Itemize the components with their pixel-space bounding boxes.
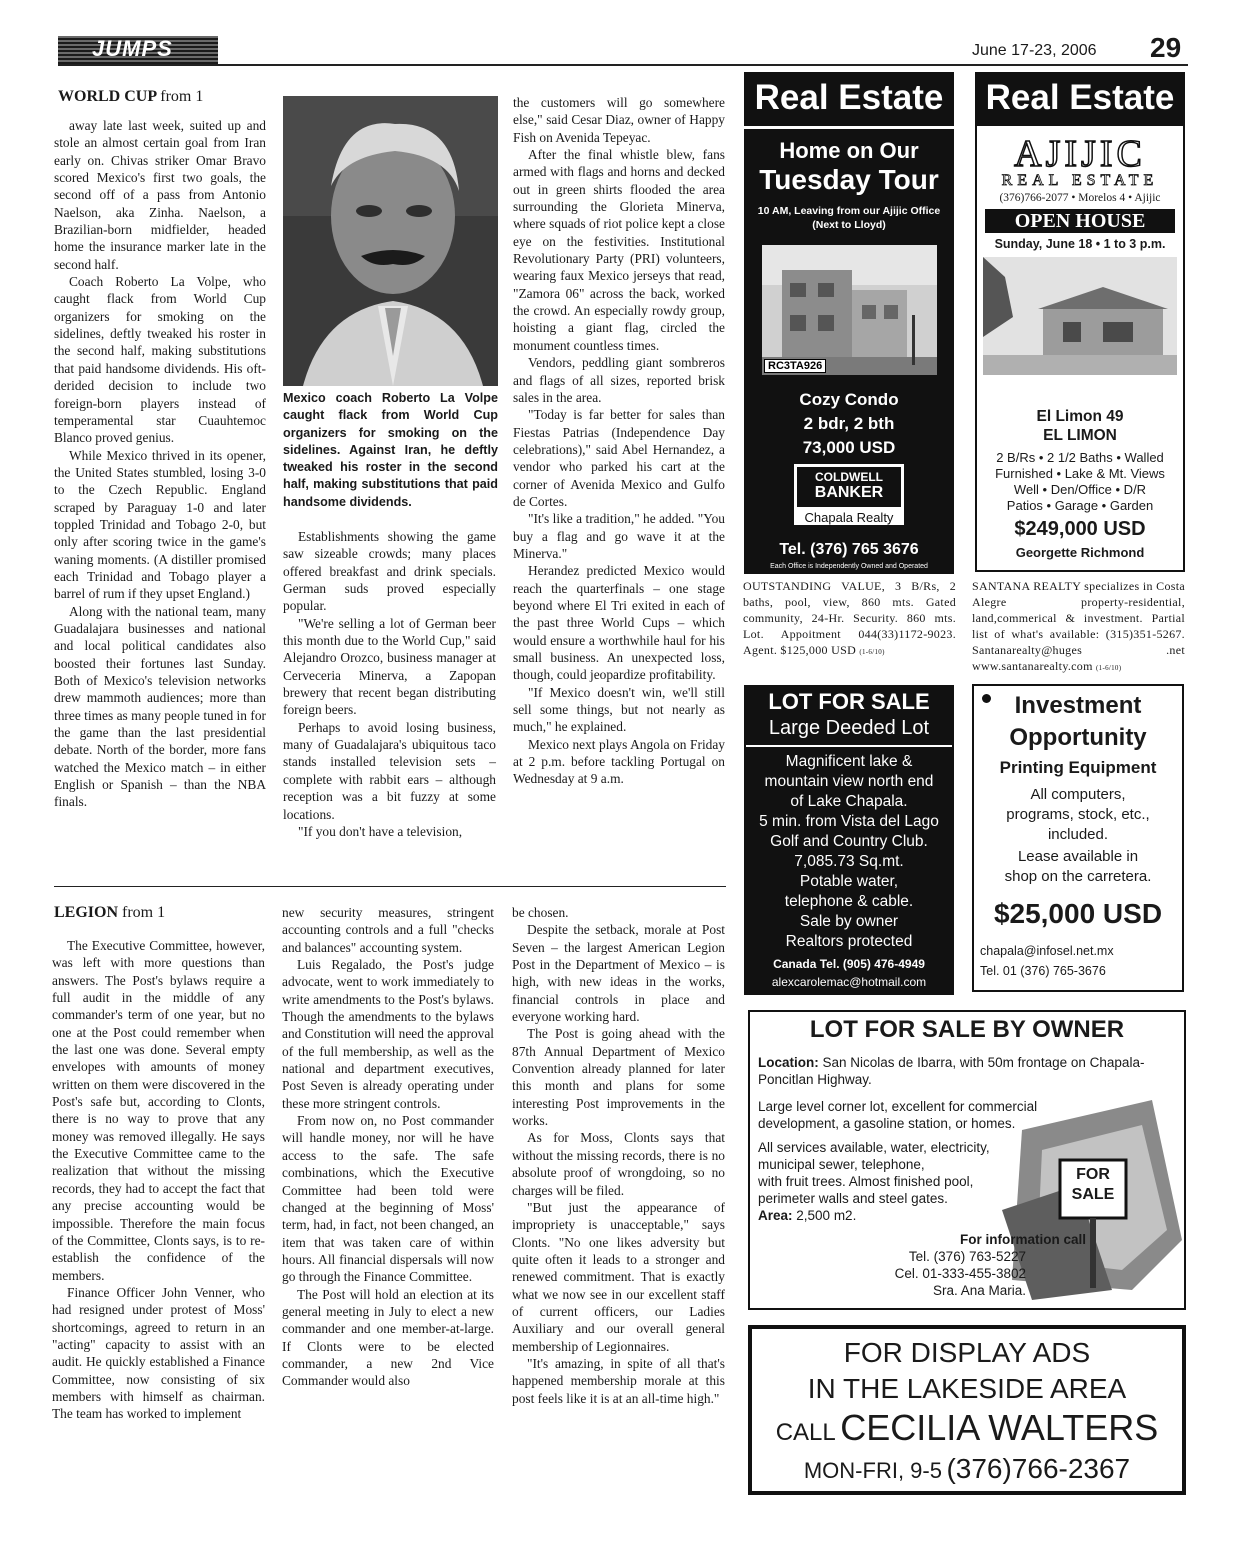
legion-col-2 (282, 904, 494, 1390)
tour-line-2: Tuesday Tour (759, 164, 939, 195)
lot-line: 7,085.73 Sq.mt. (794, 853, 904, 870)
coach-photo (283, 96, 498, 386)
paragraph: From now on, no Post commander will handle money, nor will he have access to the safe. The safe combinations, which the Executive Committee had been told were changed at the beginning of Moss' term, had, in fact, not been changed, an item that was taken care of within hours. All financial dispersals will now go through the Finance Committee. (282, 1113, 494, 1285)
tour-line-1: Home on Our (779, 138, 919, 163)
legion-jump-head (54, 904, 165, 922)
paragraph: Establishments showing the game saw sizeable crowds; many places offered breakfast and drink specials. German suds proved especially popular. (283, 529, 496, 614)
header-rule (58, 64, 1188, 66)
sign-text-1: FOR (1076, 1166, 1110, 1183)
coach-portrait-image (283, 96, 498, 386)
ajijic-logo-sub: REAL ESTATE (1001, 172, 1159, 189)
paragraph: "It's like a tradition," he added. "You buy a flag and go wave it at the Minerva." (513, 511, 725, 561)
lot-line: of Lake Chapala. (790, 793, 908, 810)
page-number: 29 (1150, 32, 1182, 63)
display-line-3 (752, 1407, 1182, 1449)
paragraph: Despite the setback, morale at Post Seven – the largest American Legion Post in the Department of Mexico – is high, with new ideas in the works, financial controls in place and everyone working hard. (512, 922, 725, 1025)
display-line-1: FOR DISPLAY ADS (843, 1337, 1091, 1368)
open-house: OPEN HOUSE (985, 209, 1175, 233)
paragraph: Perhaps to avoid losing business, many of Guadalajara's ubiquitous taco stands installed television sets – complete with rabbit ears – although reception was a bit fuzzy at some locations. (283, 719, 496, 822)
condo-rooms: 2 bdr, 2 bth (803, 414, 895, 433)
ajijic-logo: AJIJIC (1014, 133, 1146, 175)
paragraph: Mexico next plays Angola on Friday at 2 p.m. before tackling Portugal on Wednesday at 9 a.m. (513, 736, 725, 787)
lot-line: Potable water, (799, 873, 899, 890)
classified-code: (1-6/10) (859, 648, 885, 656)
banner-rule (744, 126, 954, 129)
lot-by-owner-ad (748, 1010, 1186, 1310)
paragraph: "We're selling a lot of German beer this month due to the World Cup," said Alejandro Orozco, business manager at Cerveceria Minerva, a Zapopan brewery that recent began distributing foreign beers. (283, 615, 496, 718)
real-estate-banner: Real Estate (754, 78, 944, 117)
feature-line: Well • Den/Office • D/R (1013, 482, 1147, 497)
listing-name-2: EL LIMON (1043, 427, 1117, 444)
lot-line: Realtors protected (785, 933, 913, 950)
location-text: San Nicolas de Ibarra, with 50m frontage on Chapala-Poncitlan Highway. (758, 1055, 1145, 1087)
invest-line: programs, stock, etc., (1006, 806, 1150, 823)
owner-location (758, 1054, 1168, 1088)
owner-description: Large level corner lot, excellent for commercial development, a gasoline station, or homes. (758, 1099, 1038, 1131)
photo-code: RC3TA926 (764, 359, 826, 373)
condo-building-image (762, 245, 937, 375)
feature-line: Patios • Garage • Garden (1006, 498, 1154, 513)
classified-right (972, 578, 1185, 676)
open-house-time: Sunday, June 18 • 1 to 3 p.m. (994, 237, 1166, 251)
owner-services: All services available, water, electricity, (758, 1140, 990, 1155)
area-value: 2,500 m2. (796, 1208, 857, 1223)
classified-code: (1-6/10) (1096, 664, 1122, 672)
legion-col-3 (512, 904, 725, 1407)
classified-text: OUTSTANDING VALUE, 3 B/Rs, 2 baths, pool, view, 860 mts. Gated community, 24-Hr. Security. 860 mts. Lot. Appoitment 044(33)1172-9023. Agent. $125,000 USD (743, 579, 956, 657)
legion-col-1 (52, 937, 265, 1423)
paragraph: The Executive Committee, however, was left with more questions than answers. The Post's bylaws require a full audit in the middle of any commander's term of one year, but no one at the Post could remember when the last one was done. Several empty envelopes with amounts of money written on them were discovered in the Post's safe but, according to Clonts, there is no way to prove that any money was removed illegally. He says the Executive Committee came to the realization that without the missing records, they had to accept the fact that any precise accounting would be impossible. Therefore the main focus of the Committee, Clonts says, is to re-establish the confidence of the members. (52, 938, 265, 1283)
house-photo (983, 257, 1177, 375)
lot-line: mountain view north end (764, 773, 934, 790)
paragraph: After the final whistle blew, fans armed with flags and horns and decked out in green shirts flooded the area surrounding the Glorieta Minerva, where squads of riot police kept a close eye on the festivities. Institutional Revolutionary Party (PRI) volunteers, wearing faux Mexico jerseys that read, "Zamora 06" across the back, worked the crowd. An especially rowdy group, hoisting a giant flag, circled the monument countless times. (513, 147, 725, 353)
display-line-4 (752, 1453, 1182, 1485)
condo-price: 73,000 USD (802, 438, 896, 457)
classified-left (743, 578, 956, 660)
invest-title-1: Investment (1014, 692, 1142, 719)
display-line-2: IN THE LAKESIDE AREA (807, 1373, 1127, 1404)
office-phone: Tel. (376) 765 3676 (779, 541, 919, 558)
lot-contact-email: alexcarolemac@hotmail.com (771, 975, 927, 989)
worldcup-col-2 (283, 528, 496, 840)
listing-price: $249,000 USD (1014, 518, 1146, 540)
display-ads-promo (748, 1325, 1186, 1495)
tour-line-3: 10 AM, Leaving from our Ajijic Office (757, 205, 941, 217)
fine-print: Each Office is Independently Owned and Operated (770, 563, 928, 570)
condo-name: Cozy Condo (799, 390, 899, 409)
office-name: Chapala Realty (794, 510, 904, 525)
investment-ad (972, 684, 1184, 992)
owner-cell: Cel. 01-333-455-3802 (894, 1266, 1026, 1281)
invest-line: shop on the carretera. (1004, 868, 1152, 885)
lot-line: Golf and Country Club. (770, 833, 928, 850)
paragraph: The Post will hold an election at its general meeting in July to elect a new commander and one member-at-large. If Clonts were to be elected commander, a new 2nd Vice Commander would also (282, 1286, 494, 1389)
owner-services: with fruit trees. Almost finished pool, (758, 1174, 974, 1189)
owner-services: municipal sewer, telephone, (758, 1157, 925, 1172)
invest-phone: Tel. 01 (376) 765-3676 (980, 964, 1106, 978)
paragraph: "It's amazing, in spite of all that's happened membership morale at this post feels like it is at an all-time high." (512, 1355, 725, 1406)
lot-line: telephone & cable. (784, 893, 914, 910)
invest-price: $25,000 USD (993, 898, 1163, 929)
invest-line: included. (1047, 826, 1109, 843)
paragraph: Finance Officer John Venner, who had resigned under protest of Moss' shortcomings, agreed to return in an "acting" capacity to assist with an audit. He quickly established a Finance Committee, now consisting of six members with himself as chairman. The team has worked to implement (52, 1284, 265, 1422)
paragraph: Coach Roberto La Volpe, who caught flack from World Cup organizers for smoking on the sidelines, deftly tweaked his roster in the second half, making substitutions that paid handsome dividends. His oft-derided decision to include two foreign-born players instead of temperamental star Cuauhtemoc Blanco proved genius. (54, 274, 266, 446)
feature-line: Furnished • Lake & Mt. Views (995, 466, 1165, 481)
worldcup-from: from 1 (160, 88, 204, 105)
agent-name: Georgette Richmond (1015, 545, 1145, 560)
owner-contact-name: Sra. Ana Maria. (932, 1283, 1026, 1298)
sign-text-2: SALE (1071, 1186, 1115, 1203)
paragraph: The Post is going ahead with the 87th Annual Department of Mexico Convention already planned for later this month and plans for some interesting Post improvements in the works. (512, 1026, 725, 1129)
real-estate-banner: Real Estate (985, 78, 1175, 117)
coldwell-banker-logo (794, 464, 904, 510)
lot-subtitle: Large Deeded Lot (768, 717, 930, 739)
classified-text: SANTANA REALTY specializes in Costa Alegre property-residential, land,commerical & investment. Partial list of what's available: (315)351-5267. Santanarealty@huges .net www.santanarealty.com (972, 579, 1185, 673)
paragraph: "If you don't have a television, (298, 823, 463, 839)
owner-title: LOT FOR SALE BY OWNER (809, 1016, 1125, 1043)
paragraph: Vendors, peddling giant sombreros and flags of all sizes, reported brisk sales in the area. (513, 355, 725, 405)
paragraph: While Mexico thrived in its opener, the United States stumbled, losing 3-0 to the Czech Republic. England scraped by Paraguay 1-0 and later toppled Trinidad and Tobago 2-0, but only after scoring twice in the game's waning moments. (A distiller promised each Trinidad and Tobago player a barrel of rum if they upset England.) (54, 447, 266, 602)
paragraph: Along with the national team, many Guadalajara businesses and national and local political candidates also boosted their fortunes last Sunday. Both of Mexico's television networks drew mammoth audiences; more than three times as many people tuned in for the game than the last presidential debate. North of the border, more fans watched the Mexico match – in either English or Spanish – than the NBA finals. (54, 603, 266, 810)
paragraph: As for Moss, Clonts says that without the missing records, there is no absolute proof of wrongdoing, so no charges will be filed. (512, 1130, 725, 1198)
display-phone: (376)766-2367 (946, 1453, 1131, 1484)
worldcup-jump-head (58, 88, 203, 106)
area-label: Area: (758, 1208, 793, 1223)
lot-for-sale-ad (744, 685, 954, 995)
invest-line: All computers, (1030, 786, 1126, 803)
paragraph: the customers will go somewhere else," said Cesar Diaz, owner of Happy Fish on Avenida Tepeyac. (513, 95, 725, 145)
paragraph: new security measures, stringent accounting controls and a full "checks and balances" accounting system. (282, 905, 494, 955)
invest-email: chapala@infosel.net.mx (980, 944, 1114, 958)
section-title: JUMPS (92, 36, 173, 61)
tour-line-4: (Next to Lloyd) (812, 219, 886, 231)
worldcup-col-3 (513, 94, 725, 788)
paragraph: away late last week, suited up and stole an almost certain goal from Iran early on. Chivas striker Omar Bravo scored Mexico's first two goals, the second off of a pass from Antonio Naelson, aka Zinha. Naelson, a Brazilian-born midfielder, headed home the insurance marker late in the second half. (54, 118, 266, 272)
logo-text-2: BANKER (814, 484, 884, 501)
office-contact: (376)766-2077 • Morelos 4 • Ajijic (999, 192, 1161, 204)
paragraph: "If Mexico doesn't win, we'll still sell some things, but not nearly as much," he explained. (513, 684, 725, 735)
office-hours: MON-FRI, 9-5 (803, 1458, 942, 1483)
legion-from: from 1 (122, 904, 166, 921)
invest-title-3: Printing Equipment (999, 758, 1157, 777)
story-divider (54, 886, 726, 887)
lot-line: Magnificent lake & (785, 753, 913, 770)
lot-title: LOT FOR SALE (768, 689, 930, 714)
lot-contact-phone: Canada Tel. (905) 476-4949 (773, 957, 925, 971)
worldcup-title: WORLD CUP (58, 88, 157, 105)
invest-line: Lease available in (1017, 848, 1139, 865)
paragraph: be chosen. (512, 905, 569, 920)
real-estate-ad-right (975, 72, 1185, 572)
contact-name: CECILIA WALTERS (840, 1407, 1159, 1448)
owner-services: perimeter walls and steel gates. (758, 1191, 948, 1206)
house-image (983, 257, 1177, 375)
call-label: CALL (775, 1419, 836, 1446)
paragraph: Herandez predicted Mexico would reach the quarterfinals – one stage beyond where El Tri exited in each of the past three World Cups – which would ensure a worthwhile haul for his small business. An unexpected loss, though, could jeopardize profitability. (513, 563, 725, 683)
owner-phone: Tel. (376) 763-5227 (908, 1249, 1026, 1264)
issue-date: June 17-23, 2006 (972, 42, 1097, 59)
paragraph: Luis Regalado, the Post's judge advocate, went to work immediately to write amendments to the Post's bylaws. Though the amendments to the bylaws and Constitution will need the approval of the full membership, as well as the national and department executives, Post Seven is already operating under these more stringent controls. (282, 957, 494, 1111)
lot-line: Sale by owner (799, 913, 899, 930)
lot-line: 5 min. from Vista del Lago (759, 813, 939, 830)
logo-text-1: COLDWELL (815, 470, 883, 484)
real-estate-ad-left (744, 72, 954, 574)
location-label: Location: (758, 1055, 819, 1070)
condo-photo (762, 245, 937, 375)
worldcup-col-1 (54, 117, 266, 811)
listing-name-1: El Limon 49 (1036, 408, 1124, 425)
owner-area (758, 1208, 1058, 1223)
paragraph: "But just the appearance of impropriety is unacceptable," says Clonts. "No one likes adversity but quite often it leads to a stronger and renewed commitment. That is exactly what we now see in our excellent staff of current officers, our Ladies Auxiliary and our overall general membership of Legionnaires. (512, 1199, 725, 1354)
paragraph: "Today is far better for sales than Fiestas Patrias (Independence Day celebrations)," said Abel Hernandez, a vendor who parked his cart at the corner of Avenida Mexico and Gulfo de Cortes. (513, 407, 725, 509)
owner-info: For information call (959, 1232, 1086, 1247)
photo-caption: Mexico coach Roberto La Volpe caught flack from World Cup organizers for smoking on the sidelines. Against Iran, he deftly tweaked his roster in the second half, making substitutions that paid handsome dividends. (283, 391, 498, 509)
invest-title-2: Opportunity (1009, 724, 1147, 751)
legion-title: LEGION (54, 904, 119, 921)
feature-line: 2 B/Rs • 2 1/2 Baths • Walled (996, 450, 1164, 465)
